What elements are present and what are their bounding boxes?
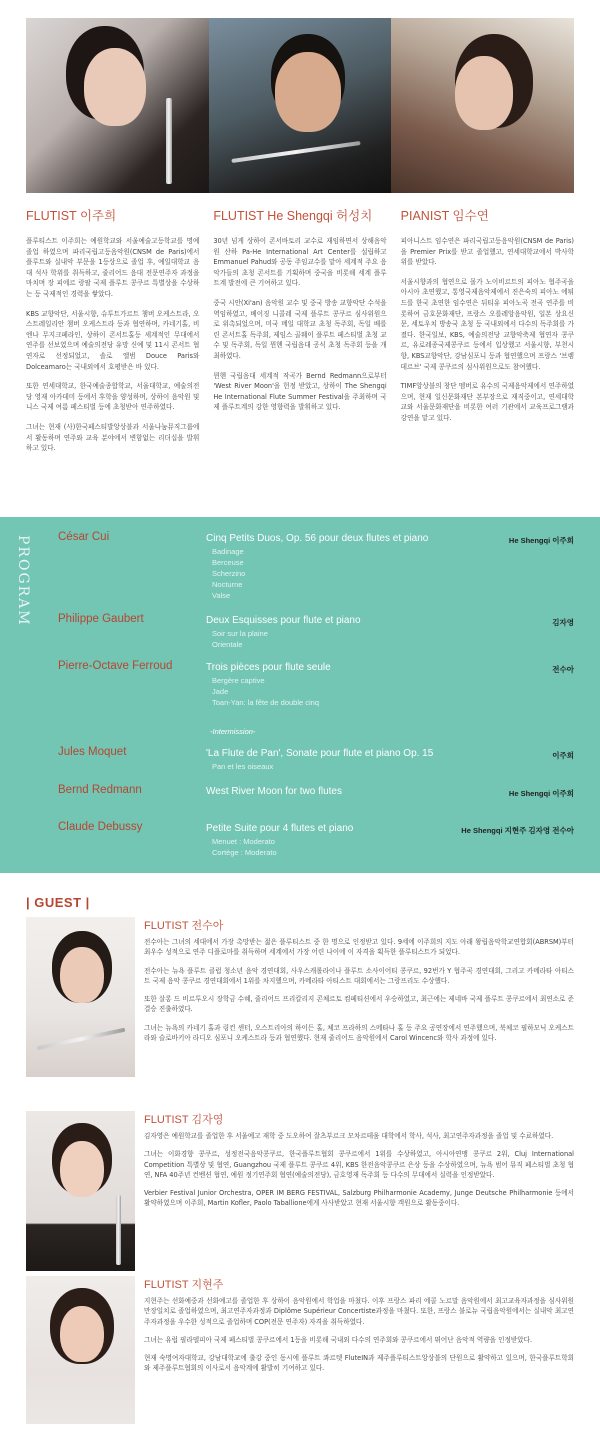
guest-heading bbox=[144, 1111, 574, 1127]
guest-portrait bbox=[26, 1111, 135, 1271]
work-title: Trois pièces pour flute seule bbox=[206, 662, 331, 673]
guest-text bbox=[144, 1276, 574, 1382]
portrait-pianist-lim bbox=[391, 18, 574, 193]
composer-name: Jules Moquet bbox=[58, 746, 127, 758]
guest-bio bbox=[144, 937, 574, 1043]
guest-heading bbox=[144, 917, 574, 933]
bio-paragraph: 30년 넘게 상하이 콘서바토리 교수로 재임하면서 상해음악원 산하 Pa-He International Art Center를 설립하고 Emmanuel Pahud와 공동 주임교수를 맡아 세계적 주요 음악가들의 초청 콘서트를 기획하며 중국을 비롯해 세계 플루트계 발전에 큰 기여하고 있다. bbox=[213, 237, 387, 288]
flute-shape bbox=[166, 98, 172, 184]
bio-paragraph: 그녀는 이화경향 콩쿠르, 성정전국음악콩쿠르, 한국플루트협회 콩쿠르에서 1위를 수상하였고, 아시아연맹 콩쿠르 2위, Cluj International Competition 특별상 및 협연, Guangzhou 국제 플루트 콩쿠르 4위, KBS 한전음악콩쿠르 은상 등을 수상하였으며, 뉴욕 범어 뮤직 페스티벌 초청 협연, NFA 40주년 컨벤션 협연, 예원 정기연주회 협연(예술의전당), 금호영재 독주회 등 다수의 무대에서 실력을 인정받았다. bbox=[144, 1150, 574, 1179]
face-shape bbox=[60, 1141, 104, 1197]
flute-shape bbox=[231, 141, 360, 163]
bio-paragraph: 그녀는 뉴욕의 카네기 홀과 링컨 센터, 오스트리아의 하이든 홀, 체코 프라하의 스메타나 홀 등 주요 공연장에서 연주했으며, 북체코 필하모닉 오케스트라와 슬로바키아 라디오 심포니 오케스트라 등과 협연했다. 현재 줄리어드 음악원에서 Carol Wincenc와 학사 과정에 있다. bbox=[144, 1023, 574, 1043]
guest-name: 김자영 bbox=[191, 1114, 224, 1126]
performer-role: PIANIST bbox=[400, 209, 450, 223]
bio-paragraph: 서울시향과의 협연으로 몰가 노이비르트의 피아노 협주곡을 아시아 초연했고, 통영국제음악제에서 진은숙의 피아노 에튀드를 한국 초연한 임수연은 뒤티유 피아노곡 전곡 연주를 비롯하여 금호문화재단, 프랑스 오를레앙음악원, 일본 상요신문, 세토우치 방송국 초청 등 국내외에서 다수의 독주회를 가졌다. 한국일보, KBS, 예술의전당 교향악축제 협연자 콩쿠르, 유로레종국제콩쿠르 등에서 입상했고 서울시향, 부천시향, KBS교향악단, 강남심포니 등과 협연했으며 프랑스 '브렘데르브' 국제 콩쿠르의 심사위원으로도 참여했다. bbox=[400, 277, 574, 371]
bio-paragraph: 중국 시안(Xi'an) 음악원 교수 및 중국 방송 교향악단 수석을 역임하였고, 베이징 니콜레 국제 플루트 콩쿠르 심사위원으로 위촉되었으며, 미국 메일 대학교 초청 독주회, 독일 베를린 콘서트홀 독주회, 제임스 골웨이 플루트 페스티벌 초청 교수 및 독주회, 독일 뮌헨 국립음대 공식 초청 독주회 등을 개최하였다. bbox=[213, 298, 387, 360]
performer-bios bbox=[26, 200, 574, 500]
performer-name: 이주희 bbox=[79, 209, 117, 223]
guest-heading bbox=[144, 1276, 574, 1292]
performer-heading bbox=[401, 206, 574, 224]
guest-entry bbox=[26, 917, 574, 1092]
guest-portrait bbox=[26, 917, 135, 1077]
bio-paragraph: 플루티스트 이주희는 예원학교와 서울예술고등학교를 명예졸업 하였으며 파리국립고등음악원(CNSM de Paris)에서 플루트와 실내악 부문을 1등상으로 졸업 후, 예일대학교 음대 석사 학위를 취득하고, 줄리어드 음대 전문연주자 과정을 마치며 장 피에르 랑팔 국제 플루트 콩쿠르 특별상을 수상하는 등 국제적인 경력을 쌓았다. bbox=[26, 237, 200, 298]
bio-paragraph: 또한 연세대학교, 한국예술종합학교, 서울대학교, 예술의전당 영재 아카데미 등에서 후학을 양성하며, 상하이 음악원 및 니스 국제 여름 페스티벌 등에 초청받아 연주하였다. bbox=[26, 382, 200, 412]
performer-role: FLUTIST bbox=[213, 209, 264, 223]
composer-name: Bernd Redmann bbox=[58, 784, 142, 796]
bio-paragraph: 전수아는 그녀의 세대에서 가장 촉망받는 젊은 플루티스트 중 한 명으로 인정받고 있다. 9세에 이주희의 지도 아래 왕립음악학교연합회(ABRSM)부터 최우수 성적으로 연주 디플로마를 취득하며 세계에서 가장 어린 나이에 이 자격을 획득한 플루티스트가 되었다. bbox=[144, 938, 574, 957]
guest-section-title: | GUEST | bbox=[26, 895, 90, 910]
movement: Badinage bbox=[212, 547, 244, 556]
guest-portrait bbox=[26, 1276, 135, 1424]
bio-column-2 bbox=[213, 200, 386, 500]
bio-column-1 bbox=[26, 200, 199, 500]
performer-role: FLUTIST bbox=[26, 209, 77, 223]
face-shape bbox=[60, 1306, 104, 1362]
bio-paragraph: 뮌헨 국립음대 세계적 작곡가 Bernd Redmann으로부터 'West River Moon'을 헌정 받았고, 상하이 The Shengqi He International Flute Summer Festival을 주최하며 국제 플루트계의 강한 영향력을 발휘하고 있다. bbox=[213, 371, 387, 412]
guest-role: FLUTIST bbox=[144, 1279, 189, 1291]
movement: Cortège : Moderato bbox=[212, 848, 277, 857]
movement: Orientale bbox=[212, 640, 243, 649]
portrait-flutist-lee bbox=[26, 18, 209, 193]
work-title: Deux Esquisses pour flute et piano bbox=[206, 615, 361, 626]
work-performers: 김자영 bbox=[552, 618, 574, 627]
movement: Valse bbox=[212, 591, 231, 600]
work-performers: He Shengqi 이주희 bbox=[508, 536, 574, 545]
bio-paragraph: 현재 숙명여자대학교, 강남대학교에 출강 중인 동시에 플루트 콰르텟 FluteIN과 제주플루티스트앙상블의 단원으로 활약하고 있으며, 한국플루트학회와 제주플루트협회의 이사로서 음악계에 활발히 기여하고 있다. bbox=[144, 1354, 574, 1373]
movement: Jade bbox=[212, 687, 229, 696]
guest-bio bbox=[144, 1296, 574, 1374]
bio-paragraph: 지현주는 선화예중과 선화예고를 졸업한 후 상하이 음악원에서 학업을 마쳤다. 이후 프랑스 파리 에콜 노르말 음악원에서 최고교육자과정을 심사위원 만장일치로 졸업하였으며, 최고연주자과정과 Diplôme Supérieur Concertiste과정을 마쳤다. 또한, 프랑스 불로뉴 국립음악원에서는 실내악 최고연주자과정을 우수한 성적으로 졸업하며 COP(전문 연주자) 자격을 취득하였다. bbox=[144, 1297, 574, 1326]
movement: Menuet : Moderato bbox=[212, 837, 275, 846]
program-section bbox=[0, 517, 600, 873]
movement: Nocturne bbox=[212, 580, 243, 589]
performer-heading bbox=[213, 206, 386, 224]
guest-text bbox=[144, 1111, 574, 1217]
movement: Soir sur la plaine bbox=[212, 629, 268, 638]
bio-column-3 bbox=[401, 200, 574, 500]
bio-paragraph: Verbier Festival Junior Orchestra, OPER IM BERG FESTIVAL, Salzburg Philharmonie Academy, Junge Deutsche Philharmonie 등에서 활약하였으며 이주희, Martin Kofler, Paolo Taballione에게 사사받았고 현재 서울시향 객원으로 활동중이다. bbox=[144, 1189, 574, 1208]
bio-paragraph: KBS 교향악단, 서울시향, 슈투트가르트 챔버 오케스트라, 오스트레일리안 챔버 오케스트라 등과 협연하며, 카네기홀, 비엔나 무지크페라인, 상하이 콘서트홀등 세계적인 무대에서 연주를 선보였으며 예술의전당 유망 신예 및 11시 콘서트 협연자로 선정되었고, 솔로 앨범 Douce Paris와 Dolceamaro는 국내외에서 호평받은 바 있다. bbox=[26, 309, 200, 371]
guest-bio bbox=[144, 1131, 574, 1209]
performer-name: He Shengqi 허성치 bbox=[267, 209, 373, 223]
movement: Pan et les oiseaux bbox=[212, 762, 274, 771]
work-title: West River Moon for two flutes bbox=[206, 786, 342, 797]
program-label: PROGRAM bbox=[15, 535, 31, 627]
guest-role: FLUTIST bbox=[144, 920, 189, 932]
work-title: 'La Flute de Pan', Sonate pour flute et piano Op. 15 bbox=[206, 748, 434, 759]
bio-paragraph: 전수아는 뉴욕 플루트 클럽 청소년 음악 경연대회, 사우스캐롤라이나 플루트 소사이어티 콩쿠르, 92번가 Y 협주곡 경연대회, 그리고 카메라타 아티스트 국제 음악 콩쿠르 경연대회에서 1위를 차지했으며, 카메라타 아티스트 대회에서는 그랑프리도 수상했다. bbox=[144, 966, 574, 985]
movement: Bergère captive bbox=[212, 676, 265, 685]
performer-bio bbox=[26, 236, 199, 454]
performer-bio bbox=[401, 236, 574, 424]
guest-entry bbox=[26, 1111, 574, 1271]
guest-role: FLUTIST bbox=[144, 1114, 189, 1126]
work-performers: He Shengqi 이주희 bbox=[508, 789, 574, 798]
bio-paragraph: 또한 살롱 드 비르투오시 장학금 수혜, 줄리어드 프리칼리지 콘체르토 컴페티션에서 우승하였고, 최근에는 제네바 국제 플루트 콩쿠르에서 최연소로 준결승 진출하였다. bbox=[144, 995, 574, 1014]
work-title: Cinq Petits Duos, Op. 56 pour deux flutes et piano bbox=[206, 533, 429, 544]
bio-paragraph: 그녀는 현재 (사)한국페스티발앙상블과 서울나눔뮤직그룹에서 활동하며 연주와 교육 분야에서 변함없는 리더십을 발휘하고 있다. bbox=[26, 422, 200, 453]
work-title: Petite Suite pour 4 flutes et piano bbox=[206, 823, 354, 834]
performer-photos bbox=[26, 18, 574, 193]
composer-name: César Cui bbox=[58, 531, 110, 543]
face-shape bbox=[60, 947, 104, 1003]
movement: Berceuse bbox=[212, 558, 244, 567]
flute-shape bbox=[116, 1195, 121, 1265]
composer-name: Pierre-Octave Ferroud bbox=[58, 660, 173, 672]
face-shape bbox=[84, 48, 146, 126]
bio-paragraph: 피아니스트 임수연은 파리국립고등음악원(CNSM de Paris)을 Premier Prix를 받고 졸업했고, 연세대학교에서 박사학위를 받았다. bbox=[400, 237, 574, 267]
work-performers: He Shengqi 지현주 김자영 전수아 bbox=[461, 826, 574, 835]
face-shape bbox=[275, 52, 341, 132]
work-performers: 이주희 bbox=[552, 751, 574, 760]
movement: Scherzino bbox=[212, 569, 246, 578]
composer-name: Claude Debussy bbox=[58, 821, 143, 833]
guest-name: 전수아 bbox=[191, 920, 224, 932]
portrait-flutist-he bbox=[209, 18, 392, 193]
work-performers: 전수아 bbox=[552, 665, 574, 674]
flute-shape bbox=[37, 1028, 126, 1051]
performer-bio bbox=[213, 236, 386, 413]
composer-name: Philippe Gaubert bbox=[58, 613, 144, 625]
bio-paragraph: TIMF앙상블의 창단 멤버로 유수의 국제음악제에서 연주하였으며, 현재 일신문화재단 본부장으로 재직중이고, 연세대학교와 서울문화재단을 비롯한 여러 기관에서 교육프로그램과 강연을 맡고 있다. bbox=[400, 382, 574, 422]
intermission-label: -Intermission- bbox=[210, 727, 256, 736]
bio-paragraph: 그녀는 유럽 필라델피아 국제 페스티벌 콩쿠르에서 1등을 비롯해 국내외 다수의 연주회와 콩쿠르에서 뛰어난 음악적 역량을 인정받았다. bbox=[144, 1335, 533, 1344]
bio-paragraph: 김자영은 예원학교를 졸업한 후 서울예고 재학 중 도오하여 잘츠부르크 모차르테움 대학에서 학사, 석사, 최고연주자과정을 졸업 및 수료하였다. bbox=[144, 1132, 554, 1140]
guest-text bbox=[144, 917, 574, 1051]
performer-heading bbox=[26, 206, 199, 224]
guest-entry bbox=[26, 1276, 574, 1426]
performer-name: 임수연 bbox=[452, 209, 489, 223]
guest-name: 지현주 bbox=[191, 1279, 224, 1291]
face-shape bbox=[455, 56, 513, 130]
movement: Toan-Yan: la fête de double cinq bbox=[212, 698, 320, 707]
